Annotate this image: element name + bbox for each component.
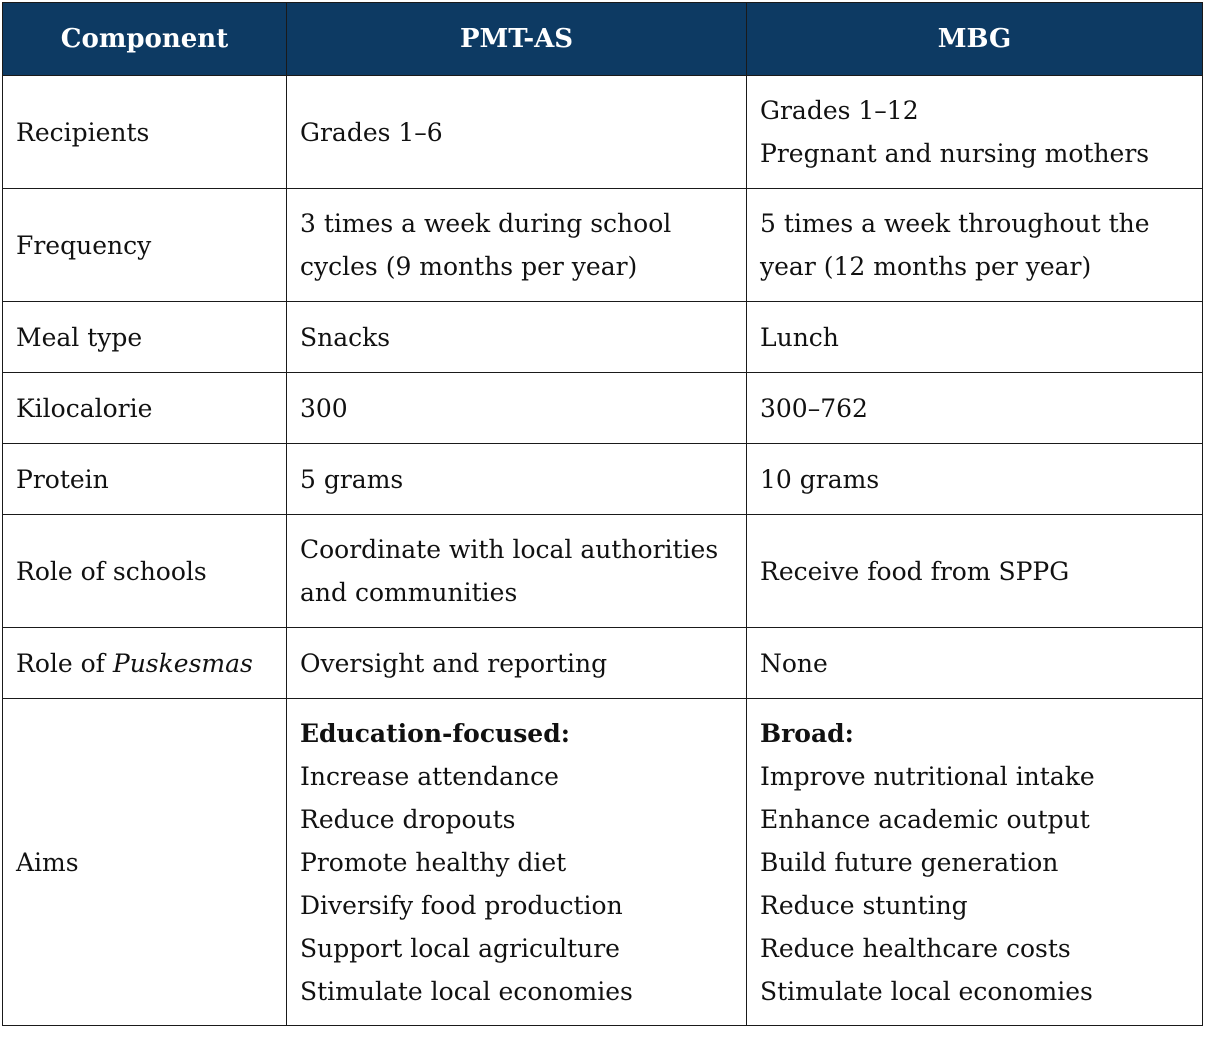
- pmt-as-cell: 5 grams: [287, 444, 747, 515]
- table-row-recipients: [3, 76, 1203, 189]
- aims-heading: Broad:: [760, 718, 854, 748]
- aims-item: Reduce stunting: [760, 890, 968, 920]
- aims-item: Build future generation: [760, 847, 1059, 877]
- table-row-role-of-schools: [3, 515, 1203, 628]
- row-label: Aims: [3, 699, 287, 1026]
- aims-item: Stimulate local economies: [760, 976, 1093, 1006]
- table-row-role-of-puskesmas: [3, 628, 1203, 699]
- aims-item: Increase attendance: [300, 761, 559, 791]
- table-row-kilocalorie: [3, 373, 1203, 444]
- aims-item: Support local agriculture: [300, 933, 620, 963]
- comparison-table: [2, 2, 1203, 1026]
- mbg-cell: Lunch: [747, 302, 1203, 373]
- cell-line: Grades 1–12: [760, 96, 919, 125]
- aims-heading: Education-focused:: [300, 718, 570, 748]
- mbg-cell: 10 grams: [747, 444, 1203, 515]
- mbg-cell: 300–762: [747, 373, 1203, 444]
- aims-item: Reduce healthcare costs: [760, 933, 1071, 963]
- row-label-italic: Puskesmas: [112, 648, 253, 678]
- table-row-meal-type: [3, 302, 1203, 373]
- row-label: Kilocalorie: [3, 373, 287, 444]
- table-row-aims: [3, 699, 1203, 1026]
- pmt-as-cell: [287, 189, 747, 302]
- cell-text: 5 times a week throughout the year (12 months per year): [760, 209, 1150, 281]
- row-label: Meal type: [3, 302, 287, 373]
- cell-line: Pregnant and nursing mothers: [760, 139, 1150, 168]
- header-pmt-as: PMT-AS: [287, 3, 747, 76]
- table-row-frequency: [3, 189, 1203, 302]
- mbg-cell: [747, 76, 1203, 189]
- table-row-protein: [3, 444, 1203, 515]
- aims-item: Reduce dropouts: [300, 804, 516, 834]
- aims-item: Stimulate local economies: [300, 976, 633, 1006]
- mbg-cell: Receive food from SPPG: [747, 515, 1203, 628]
- cell-text: Coordinate with local authorities and communities: [300, 535, 719, 607]
- cell-text: 3 times a week during school cycles (9 months per year): [300, 209, 672, 281]
- header-component: Component: [3, 3, 287, 76]
- header-mbg: MBG: [747, 3, 1203, 76]
- header-row: [3, 3, 1203, 76]
- pmt-as-cell: Oversight and reporting: [287, 628, 747, 699]
- mbg-cell: None: [747, 628, 1203, 699]
- row-label: Protein: [3, 444, 287, 515]
- pmt-as-cell: Snacks: [287, 302, 747, 373]
- mbg-cell: [747, 699, 1203, 1026]
- row-label-prefix: Role of: [16, 648, 113, 678]
- aims-item: Promote healthy diet: [300, 847, 567, 877]
- pmt-as-cell: 300: [287, 373, 747, 444]
- row-label: Frequency: [3, 189, 287, 302]
- pmt-as-cell: [287, 515, 747, 628]
- row-label: Recipients: [3, 76, 287, 189]
- aims-item: Diversify food production: [300, 890, 623, 920]
- aims-item: Enhance academic output: [760, 804, 1090, 834]
- pmt-as-cell: Grades 1–6: [287, 76, 747, 189]
- mbg-cell: [747, 189, 1203, 302]
- aims-item: Improve nutritional intake: [760, 761, 1095, 791]
- row-label: Role of schools: [3, 515, 287, 628]
- pmt-as-cell: [287, 699, 747, 1026]
- row-label: [3, 628, 287, 699]
